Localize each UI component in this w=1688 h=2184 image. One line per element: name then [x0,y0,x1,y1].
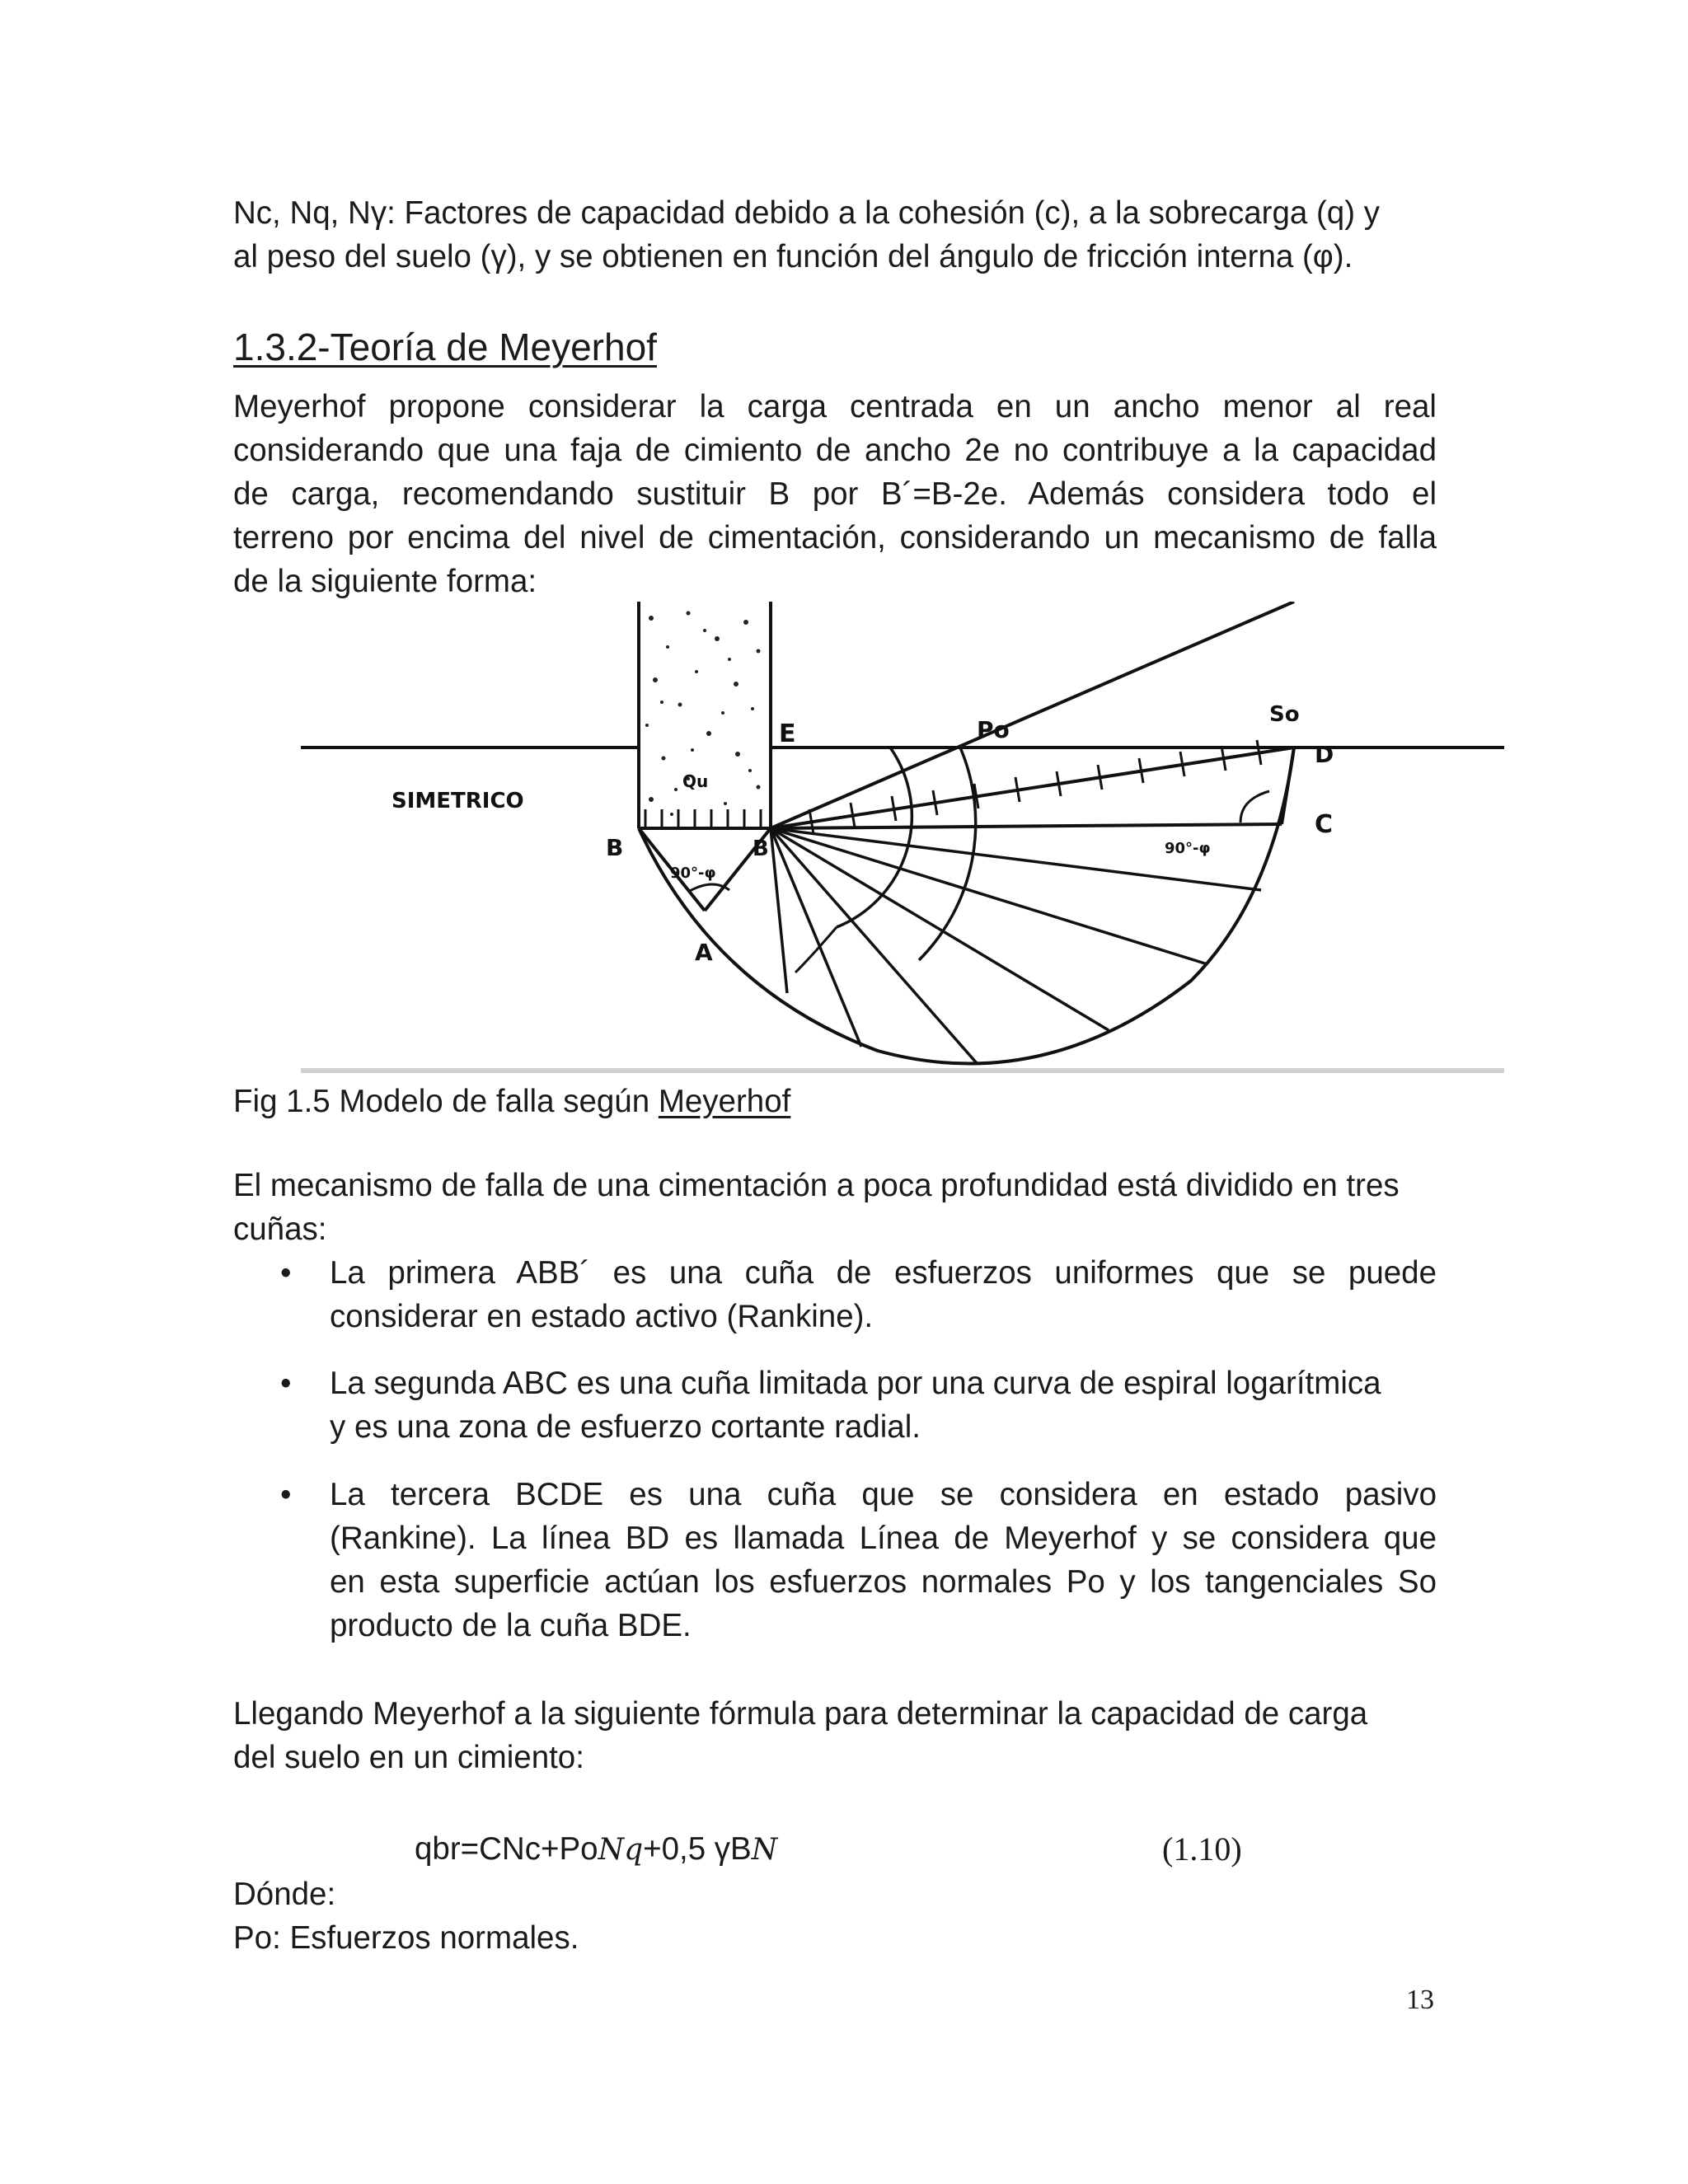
label-simetrico: SIMETRICO [392,789,524,813]
bullet-line: producto de la cuña BDE. [330,1608,692,1643]
figure-caption [233,1080,790,1123]
label-so: So [1269,702,1300,727]
meyerhof-failure-figure [301,602,1504,1076]
label-qu: Qu [682,771,709,791]
section-paragraph [233,385,1437,603]
label-b-prime: B' [753,837,776,861]
bullet-line: considerar en estado activo (Rankine). [330,1299,874,1334]
equation-number: (1.10) [1162,1830,1242,1868]
wedge-list [233,1473,1437,1647]
paragraph-line: de la siguiente forma: [233,564,537,599]
intro-paragraph [233,191,1437,279]
wedge-item [233,1473,1437,1647]
formula-part: +0,5 γB [643,1831,752,1867]
mechanism-line: El mecanismo de falla de una cimentación a poca profundidad está dividido en tres [233,1168,1400,1203]
bullet-line: y es una zona de esfuerzo cortante radial. [330,1409,921,1445]
wedge-list [233,1361,1437,1449]
bullet-dot: • [280,1366,292,1401]
bullet-line: La tercera BCDE es una cuña que se considera en estado pasivo [330,1477,1437,1512]
mechanism-intro [233,1164,1437,1251]
formula-italic: N [751,1833,778,1867]
label-b: B [606,834,624,861]
paragraph-line: de carga, recomendando sustituir B por B´=B-2e. Además considera todo el [233,476,1437,512]
label-po: Po [977,716,1010,743]
wedge-item [233,1361,1437,1449]
wedge-item [233,1251,1437,1338]
page-number: 13 [1406,1985,1434,2015]
bullet-line: La primera ABB´ es una cuña de esfuerzos uniformes que se puede [330,1255,1437,1291]
bullet-dot: • [280,1477,292,1512]
failure-mechanism-diagram [301,602,1504,1076]
formula-intro [233,1692,1437,1779]
intro-line: Nc, Nq, Nγ: Factores de capacidad debido a la cohesión (c), a la sobrecarga (q) y [233,195,1380,231]
bullet-dot: • [280,1255,292,1291]
where-item: Po: Esfuerzos normales. [233,1920,579,1956]
formula-intro-line: del suelo en un cimiento: [233,1740,584,1775]
formula [415,1827,777,1872]
formula-italic: Nq [598,1833,644,1867]
bullet-line: La segunda ABC es una cuña limitada por una curva de espiral logarítmica [330,1366,1381,1401]
where-block [233,1872,1437,1960]
intro-line: al peso del suelo (γ), y se obtienen en función del ángulo de fricción interna (φ). [233,239,1353,274]
wedge-list [233,1251,1437,1338]
label-angle-right: 90°-φ [1165,840,1211,857]
where-label: Dónde: [233,1877,336,1912]
formula-part: qbr=CNc+Po [415,1831,598,1867]
label-a: A [695,939,713,966]
bullet-line: (Rankine). La línea BD es llamada Línea de Meyerhof y se considera que [330,1521,1437,1556]
paragraph-line: terreno por encima del nivel de cimentación, considerando un mecanismo de falla [233,520,1437,555]
formula-intro-line: Llegando Meyerhof a la siguiente fórmula para determinar la capacidad de carga [233,1696,1368,1732]
paragraph-line: Meyerhof propone considerar la carga centrada en un ancho menor al real [233,389,1437,424]
label-d: D [1315,741,1334,768]
label-c: C [1315,810,1334,839]
label-angle-left: 90°-φ [670,865,716,882]
mechanism-line: cuñas: [233,1212,327,1247]
label-e: E [779,719,796,748]
section-title: 1.3.2-Teoría de Meyerhof [233,326,657,368]
bullet-line: en esta superficie actúan los esfuerzos normales Po y los tangenciales So [330,1564,1437,1600]
paragraph-line: considerando que una faja de cimiento de ancho 2e no contribuye a la capacidad [233,433,1437,468]
caption-text: Fig 1.5 Modelo de falla según [233,1084,659,1119]
caption-link[interactable]: Meyerhof [658,1084,791,1119]
